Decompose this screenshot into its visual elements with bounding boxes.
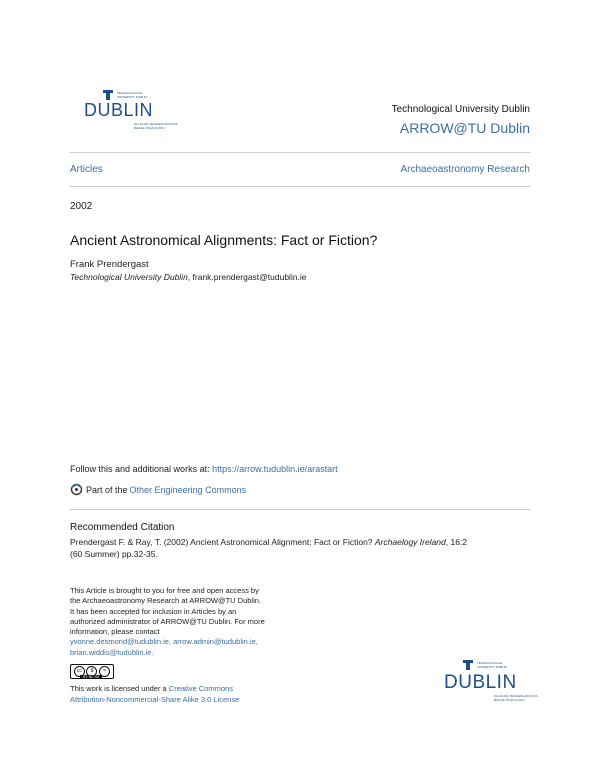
logo-t-stem-footer <box>466 663 470 670</box>
divider-citation <box>70 509 530 510</box>
part-of-text: Part of the <box>86 484 128 495</box>
license-link-2[interactable]: Attribution-Noncommercial-Share Alike 3.0 License <box>70 695 240 704</box>
author-affiliation: Technological University Dublin <box>70 272 188 282</box>
logo-small-text-footer: TECHNOLOGICAL UNIVERSITY DUBLIN <box>477 661 507 669</box>
access-line-1: This Article is brought to you for free and open access by <box>70 586 259 595</box>
citation-text-1: Prendergast F. & Ray, T. (2002) Ancient Astronomical Alignment: Fact or Fiction? <box>70 537 375 547</box>
contact-email-link-2[interactable]: brian.widdis@tudublin.ie. <box>70 647 154 657</box>
author-name: Frank Prendergast <box>70 259 149 270</box>
citation-line-1 <box>70 537 467 547</box>
author-email: , frank.prendergast@tudublin.ie <box>187 272 307 282</box>
commons-link[interactable]: Other Engineering Commons <box>129 484 247 495</box>
noncommercial-icon: $ <box>86 666 97 677</box>
logo-small-text-right: OLLSCOIL TEICNEOLAÍOCHTA BHAILE ÁTHA CLIATH <box>134 122 178 130</box>
article-title: Ancient Astronomical Alignments: Fact or Fiction? <box>70 232 378 248</box>
divider-top <box>70 152 530 153</box>
nav-articles-link[interactable]: Articles <box>70 164 103 175</box>
logo-word-footer: DUBLIN <box>444 672 517 693</box>
logo-small-text: TECHNOLOGICAL UNIVERSITY DUBLIN <box>117 91 147 99</box>
citation-text-2: , 16:2 <box>445 537 468 547</box>
contact-email-link-1[interactable]: yvonne.desmond@tudublin.ie, arrow.admin@tudublin.ie, <box>70 637 258 647</box>
access-line-3: It has been accepted for inclusion in Articles by an <box>70 606 237 616</box>
tu-dublin-logo-footer <box>444 660 538 706</box>
divider-nav <box>70 186 530 187</box>
article-year: 2002 <box>70 201 93 212</box>
institution-name: Technological University Dublin <box>391 104 530 115</box>
access-line-5: information, please contact <box>70 627 160 637</box>
follow-link[interactable]: https://arrow.tudublin.ie/arastart <box>212 464 338 474</box>
badge-caption: BY NC SA <box>80 675 102 679</box>
follow-text: Follow this and additional works at: <box>70 464 213 474</box>
repository-link[interactable]: ARROW@TU Dublin <box>399 120 530 136</box>
nav-collection-link[interactable]: Archaeoastronomy Research <box>400 164 530 175</box>
logo-word: DUBLIN <box>84 100 154 120</box>
license-line-1 <box>70 684 233 693</box>
follow-line <box>70 464 338 474</box>
access-block <box>70 586 310 658</box>
author-affiliation-line <box>70 272 307 282</box>
logo-t-stem <box>106 93 110 100</box>
share-alike-icon: = <box>99 666 110 677</box>
access-line-2: the Archaeoastronomy Research at ARROW@TU Dublin. <box>70 596 262 606</box>
network-icon <box>70 483 83 496</box>
citation-line-2: (60 Summer) pp.32-35. <box>70 549 158 559</box>
license-text: This work is licensed under a <box>70 684 169 693</box>
logo-small-text-right-footer: OLLSCOIL TEICNEOLAÍOCHTA BHAILE ÁTHA CLIATH <box>494 694 538 702</box>
access-line-4: authorized administrator of ARROW@TU Dublin. For more <box>70 616 265 626</box>
cc-icon: cc <box>74 666 85 677</box>
tu-dublin-logo <box>84 90 178 136</box>
citation-journal: Archaelogy Ireland <box>374 537 446 547</box>
license-link-1[interactable]: Creative Commons <box>168 684 233 693</box>
part-of-line <box>70 483 246 496</box>
citation-heading: Recommended Citation <box>70 522 175 533</box>
